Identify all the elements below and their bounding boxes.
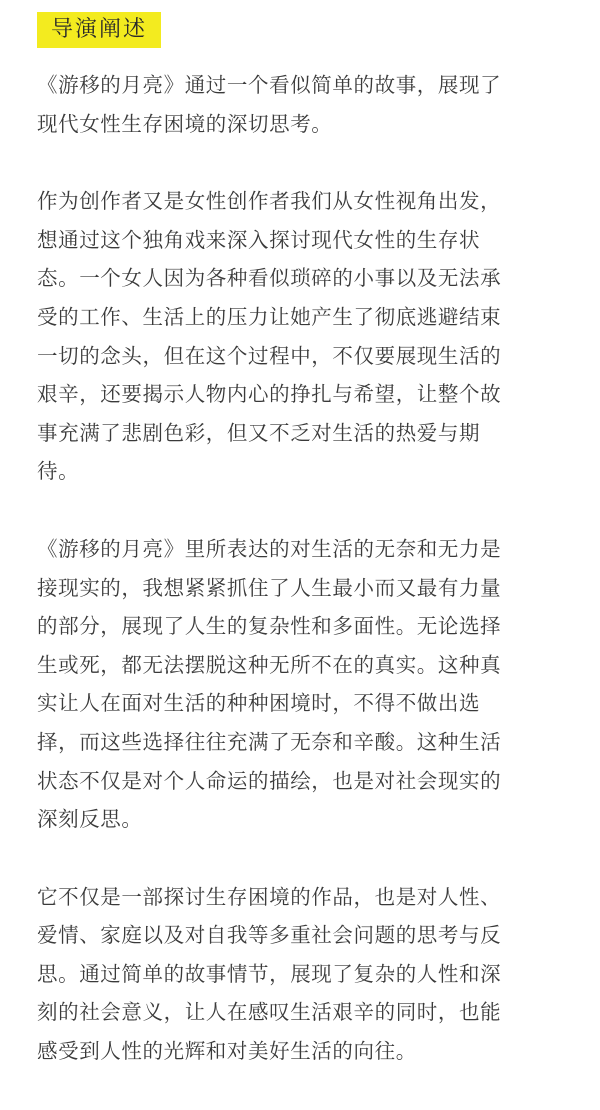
text-line: 思。通过简单的故事情节，展现了复杂的人性和深 xyxy=(37,961,502,986)
text-line: 爱情、家庭以及对自我等多重社会问题的思考与反 xyxy=(37,923,502,948)
paragraph xyxy=(37,66,570,143)
text-line: 刻的社会意义，让人在感叹生活艰辛的同时，也能 xyxy=(37,1000,502,1025)
text-line: 作为创作者又是女性创作者我们从女性视角出发， xyxy=(37,189,502,214)
text-line: 想通过这个独角戏来深入探讨现代女性的生存状 xyxy=(37,227,481,252)
text-line: 状态不仅是对个人命运的描绘，也是对社会现实的 xyxy=(37,768,502,793)
paragraph xyxy=(37,878,570,1071)
text-line: 事充满了悲剧色彩，但又不乏对生活的热爱与期 xyxy=(37,420,481,445)
text-line: 感受到人性的光辉和对美好生活的向往。 xyxy=(37,1039,417,1064)
text-line: 现代女性生存困境的深切思考。 xyxy=(37,111,333,136)
article-body xyxy=(37,66,570,1110)
text-line: 它不仅是一部探讨生存困境的作品，也是对人性、 xyxy=(37,884,502,909)
text-line: 的部分，展现了人生的复杂性和多面性。无论选择 xyxy=(37,614,502,639)
text-line: 择，而这些选择往往充满了无奈和辛酸。这种生活 xyxy=(37,729,502,754)
text-line: 受的工作、生活上的压力让她产生了彻底逃避结束 xyxy=(37,304,502,329)
text-line: 待。 xyxy=(37,459,80,484)
section-header xyxy=(37,12,161,48)
paragraph xyxy=(37,182,570,491)
text-line: 接现实的，我想紧紧抓住了人生最小而又最有力量 xyxy=(37,575,502,600)
section-title: 导演阐述 xyxy=(51,17,148,42)
text-line: 生或死，都无法摆脱这种无所不在的真实。这种真 xyxy=(37,652,502,677)
text-line: 《游移的月亮》里所表达的对生活的无奈和无力是 xyxy=(37,536,502,561)
text-line: 态。一个女人因为各种看似琐碎的小事以及无法承 xyxy=(37,266,502,291)
text-line: 一切的念头，但在这个过程中，不仅要展现生活的 xyxy=(37,343,502,368)
text-line: 深刻反思。 xyxy=(37,807,143,832)
text-line: 《游移的月亮》通过一个看似简单的故事，展现了 xyxy=(37,73,502,97)
text-line: 艰辛，还要揭示人物内心的挣扎与希望，让整个故 xyxy=(37,382,502,407)
text-line: 实让人在面对生活的种种困境时，不得不做出选 xyxy=(37,691,481,716)
paragraph xyxy=(37,530,570,839)
